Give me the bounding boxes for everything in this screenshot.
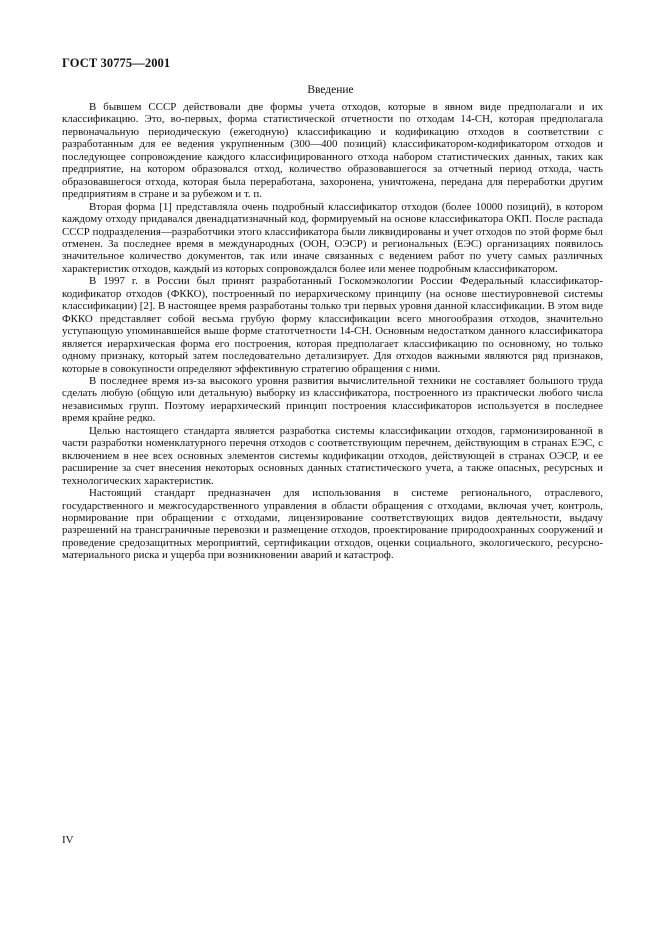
page-number: IV (62, 834, 74, 846)
document-body (62, 101, 603, 562)
paragraph: В бывшем СССР действовали две формы учета отходов, которые в явном виде предполагали и их классификацию. Это, во-первых, форма статистической отчетности по отходам 14-СН, которая предполагала первоначальную периодическую (ежегодную) классификацию и кодификацию отходов в соответствии с разработанным для ее ведения укрупненным (300—400 позиций) классификатором-кодификатором отходов и последующее сопровождение каждого классифицированного отхода набором статистических данных, таких как предприятие, на котором образовался отход, количество образовавшегося за отчетный период отхода, часть образовавшегося отхода, которая была переработана, захоронена, уничтожена, передана для переработки другим предприятиям в стране и за рубежом и т. п. (62, 101, 603, 201)
paragraph: Настоящий стандарт предназначен для использования в системе регионального, отраслевого, государственного и межгосударственного управления в области обращения с отходами, включая учет, контроль, нормирование при обращении с отходами, лицензирование соответствующих видов деятельности, выдачу разрешений на трансграничные перевозки и размещение отходов, проектирование природоохранных сооружений и проведение средозащитных мероприятий, сертификации отходов, оценки социального, экологического, ресурсно-материального риска и ущерба при возникновении аварий и катастроф. (62, 487, 603, 562)
paragraph: В 1997 г. в России был принят разработанный Госкомэкологии России Федеральный классификатор-кодификатор отходов (ФККО), построенный по иерархическому принципу (на основе шестиуровневой системы классификации) [2]. В настоящее время разработаны только три первых уровня данной классификации. В этом виде ФККО представляет собой весьма грубую форму классификации всего многообразия отходов, значительно уступающую упоминавшейся выше форме статотчетности 14-СН. Основным недостатком данного классификатора является иерархическая форма его построения, которая предполагает классификацию по основному, но только одному признаку, который затем последовательно детализирует. Для отходов важными являются ряд признаков, которые в совокупности определяют эффективную стратегию обращения с ними. (62, 275, 603, 375)
paragraph: Целью настоящего стандарта является разработка системы классификации отходов, гармонизированной в части разработки номенклатурного перечня отходов с соответствующим перечнем, действующим в странах ЕЭС, с включением в нее всех основных элементов системы кодификации отходов, действующей в странах ОЭСР, и ее расширение за счет внесения некоторых основных данных статистического учета, а также опасных, ресурсных и технологических характеристик. (62, 424, 603, 487)
paragraph: В последнее время из-за высокого уровня развития вычислительной техники не составляет большого труда сделать любую (общую или детальную) выборку из классификатора, построенного из практически любого числа независимых групп. Поэтому иерархический принцип построения классификаторов используется в последнее время крайне редко. (62, 374, 603, 425)
section-title: Введение (307, 84, 354, 96)
paragraph: Вторая форма [1] представляла очень подробный классификатор отходов (более 10000 позиций), в котором каждому отходу придавался двенадцатизначный код, формируемый на основе классификатора ОКП. После распада СССР подразделения—разработчики этого классификатора были ликвидированы и учет отходов по этой форме был отменен. За последнее время в международных (ООН, ОЭСР) и региональных (ЕЭС) организациях появилось значительное количество документов, так или иначе связанных с ведением работ по учету самых различных характеристик отходов, каждый из которых сопровождался более или менее подробным классификатором. (62, 200, 603, 275)
document-header: ГОСТ 30775—2001 (62, 56, 171, 70)
